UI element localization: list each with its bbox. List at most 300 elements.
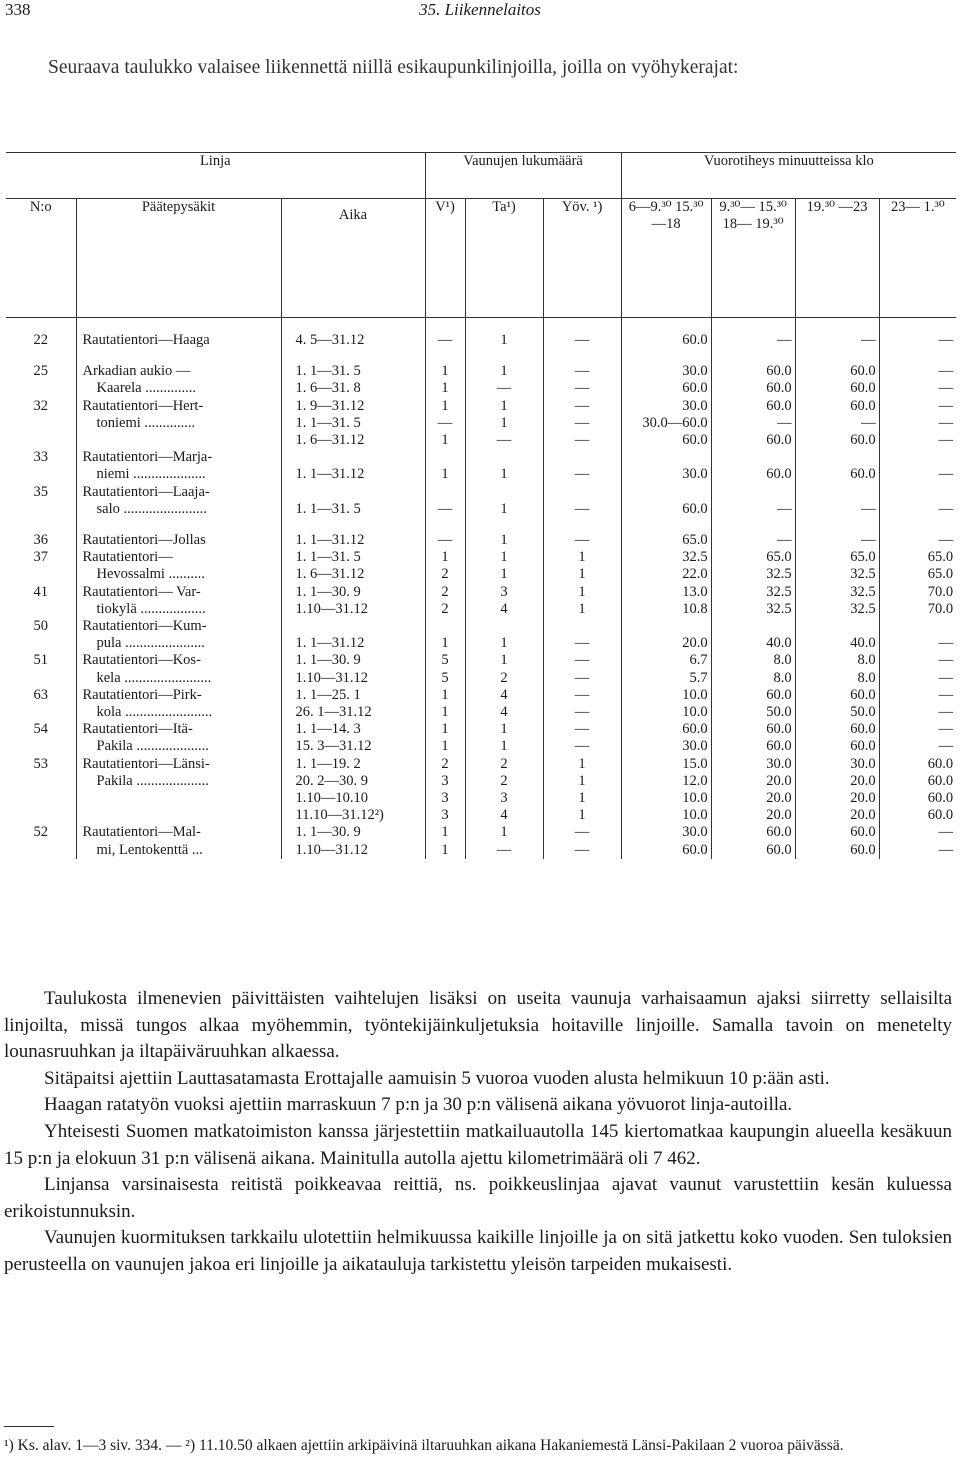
cell-t3: 20.0: [795, 807, 879, 824]
cell-stops: Rautatientori—Itä-: [76, 721, 281, 738]
cell-aika: [281, 449, 425, 466]
cell-t1: 60.0: [621, 332, 711, 349]
cell-t3: 60.0: [795, 432, 879, 449]
cell-aika: 1. 1—31. 5: [281, 415, 425, 432]
cell-aika: 1. 1—31.12: [281, 635, 425, 652]
cell-t4: —: [879, 363, 956, 380]
cell-yov: —: [543, 652, 621, 669]
cell-v: —: [425, 532, 465, 549]
cell-no: 32: [33, 397, 48, 414]
cell-yov: —: [543, 332, 621, 349]
cell-v: [425, 618, 465, 635]
cell-t1: 13.0: [621, 584, 711, 601]
cell-t2: [711, 484, 795, 501]
cell-stops: Hevossalmi ..........: [76, 566, 281, 583]
cell-t4: 60.0: [879, 807, 956, 824]
cell-t4: —: [879, 721, 956, 738]
cell-t1: 10.8: [621, 601, 711, 618]
cell-stops: niemi ....................: [76, 466, 281, 483]
spacer-cell: [465, 318, 543, 333]
cell-t1: 22.0: [621, 566, 711, 583]
cell-t2: 60.0: [711, 466, 795, 483]
cell-t3: 60.0: [795, 363, 879, 380]
cell-t3: 20.0: [795, 790, 879, 807]
cell-stops: kola ........................: [76, 704, 281, 721]
cell-yov: 1: [543, 790, 621, 807]
cell-stops: Rautatientori—Laaja-: [76, 484, 281, 501]
cell-stops: pula ......................: [76, 635, 281, 652]
cell-t3: [795, 484, 879, 501]
cell-t4: —: [879, 704, 956, 721]
cell-aika: 1. 1—19. 2: [281, 756, 425, 773]
cell-t1: 60.0: [621, 501, 711, 518]
cell-no: [6, 415, 76, 432]
cell-yov: —: [543, 432, 621, 449]
cell-t2: 60.0: [711, 824, 795, 841]
cell-t3: [795, 618, 879, 635]
cell-t4: —: [879, 398, 956, 415]
cell-no: 50: [33, 618, 48, 635]
cell-t2: 40.0: [711, 635, 795, 652]
cell-t1: [621, 484, 711, 501]
cell-ta: 4: [465, 601, 543, 618]
cell-t2: 32.5: [711, 566, 795, 583]
cell-ta: 1: [465, 652, 543, 669]
cell-t4: 70.0: [879, 584, 956, 601]
cell-t4: —: [879, 501, 956, 518]
spacer-cell: [879, 318, 956, 333]
spacer-cell: [795, 318, 879, 333]
cell-v: 2: [425, 566, 465, 583]
cell-t1: 5.7: [621, 670, 711, 687]
paragraph: Yhteisesti Suomen matkatoimiston kanssa järjestettiin matkailuautolla 145 kiertomatkaa kaupungin alueella kesäkuun 15 p:n ja elokuun 31 p:n välisenä aikana. Mainitulla autolla ajettu kilometrimäärä oli 7 462.: [4, 1120, 952, 1169]
cell-v: 1: [425, 363, 465, 380]
cell-t2: 60.0: [711, 721, 795, 738]
spacer-cell: [76, 349, 281, 363]
cell-no: [6, 704, 76, 721]
cell-ta: 1: [465, 415, 543, 432]
cell-t2: 65.0: [711, 549, 795, 566]
cell-aika: 1. 1—31. 5: [281, 363, 425, 380]
cell-t3: —: [795, 501, 879, 518]
cell-t1: 30.0: [621, 738, 711, 755]
table-row: [6, 449, 956, 466]
cell-ta: 1: [465, 501, 543, 518]
table-row: [6, 756, 956, 773]
spacer-cell: [621, 518, 711, 532]
cell-ta: 1: [465, 566, 543, 583]
cell-no: [6, 738, 76, 755]
cell-t3: 8.0: [795, 652, 879, 669]
intro-text: Seuraava taulukko valaisee liikennettä niillä esikaupunkilinjoilla, joilla on vyöhykerajat:: [48, 57, 739, 78]
cell-ta: 1: [465, 363, 543, 380]
cell-yov: —: [543, 670, 621, 687]
cell-yov: [543, 484, 621, 501]
cell-yov: 1: [543, 549, 621, 566]
cell-stops: toniemi ..............: [76, 415, 281, 432]
cell-no: 53: [33, 755, 48, 772]
cell-t4: —: [879, 842, 956, 859]
cell-aika: [281, 484, 425, 501]
cell-v: 1: [425, 466, 465, 483]
cell-no: [6, 566, 76, 583]
table-row: [6, 549, 956, 566]
cell-no: 35: [33, 483, 48, 500]
cell-yov: 1: [543, 566, 621, 583]
spacer-cell: [76, 518, 281, 532]
cell-t3: 8.0: [795, 670, 879, 687]
cell-t3: 60.0: [795, 466, 879, 483]
cell-stops: Kaarela ..............: [76, 380, 281, 397]
cell-t4: —: [879, 652, 956, 669]
cell-v: 2: [425, 601, 465, 618]
cell-t4: 60.0: [879, 773, 956, 790]
cell-stops: Rautatientori—Jollas: [76, 532, 281, 549]
col-header-aika: Aika: [281, 199, 425, 318]
cell-aika: 1.10—31.12: [281, 842, 425, 859]
cell-yov: 1: [543, 601, 621, 618]
cell-t3: 30.0: [795, 756, 879, 773]
cell-ta: —: [465, 380, 543, 397]
cell-t4: 60.0: [879, 790, 956, 807]
cell-ta: 1: [465, 824, 543, 841]
cell-t1: 60.0: [621, 842, 711, 859]
cell-t2: 8.0: [711, 652, 795, 669]
table-row: [6, 415, 956, 432]
table-row: [6, 466, 956, 483]
cell-t2: 60.0: [711, 398, 795, 415]
cell-aika: 1.10—10.10: [281, 790, 425, 807]
table-row: [6, 704, 956, 721]
group-spacer: [6, 318, 956, 333]
cell-v: —: [425, 501, 465, 518]
cell-t2: 32.5: [711, 584, 795, 601]
table-row: [6, 584, 956, 601]
cell-yov: [543, 449, 621, 466]
cell-stops: Rautatientori—: [76, 549, 281, 566]
cell-t1: 6.7: [621, 652, 711, 669]
paragraph: Sitäpaitsi ajettiin Lauttasatamasta Erottajalle aamuisin 5 vuoroa vuoden alusta helmikuun 10 p:ään asti.: [44, 1067, 830, 1089]
cell-t3: —: [795, 332, 879, 349]
cell-ta: 4: [465, 704, 543, 721]
cell-yov: —: [543, 721, 621, 738]
spacer-cell: [425, 518, 465, 532]
cell-t2: 20.0: [711, 773, 795, 790]
cell-aika: 1. 9—31.12: [281, 398, 425, 415]
cell-ta: 3: [465, 584, 543, 601]
cell-t1: 12.0: [621, 773, 711, 790]
cell-t4: —: [879, 380, 956, 397]
spacer-cell: [6, 318, 76, 333]
cell-ta: 1: [465, 721, 543, 738]
cell-v: [425, 449, 465, 466]
cell-no: 52: [33, 824, 48, 841]
group-header-vaunujen: Vaunujen lukumäärä: [425, 153, 621, 199]
table-row: [6, 773, 956, 790]
cell-stops: Rautatientori—Haaga: [76, 332, 281, 349]
table-row: [6, 566, 956, 583]
cell-stops: [76, 432, 281, 449]
cell-t2: 60.0: [711, 432, 795, 449]
col-header-t4: 23— 1.³⁰: [879, 199, 956, 318]
cell-stops: Rautatientori— Var-: [76, 584, 281, 601]
cell-t1: 60.0: [621, 432, 711, 449]
cell-t2: [711, 449, 795, 466]
table-row: [6, 721, 956, 738]
page-number: 338: [5, 0, 31, 19]
spacer-cell: [621, 318, 711, 333]
cell-t2: —: [711, 532, 795, 549]
table-row: [6, 635, 956, 652]
cell-t1: 65.0: [621, 532, 711, 549]
spacer-cell: [281, 318, 425, 333]
cell-t3: 60.0: [795, 380, 879, 397]
spacer-cell: [281, 518, 425, 532]
spacer-cell: [76, 318, 281, 333]
cell-t4: [879, 484, 956, 501]
cell-t3: 32.5: [795, 566, 879, 583]
cell-t1: 10.0: [621, 704, 711, 721]
cell-no: 37: [33, 549, 48, 566]
col-header-v: V¹): [425, 199, 465, 318]
table-row: [6, 432, 956, 449]
cell-t3: 65.0: [795, 549, 879, 566]
cell-stops: tiokylä ..................: [76, 601, 281, 618]
table-row: [6, 484, 956, 501]
cell-aika: 1. 1—30. 9: [281, 584, 425, 601]
cell-t1: 30.0: [621, 398, 711, 415]
cell-aika: 1. 6—31.12: [281, 566, 425, 583]
cell-t4: 65.0: [879, 566, 956, 583]
spacer-cell: [6, 349, 76, 363]
table-row: [6, 670, 956, 687]
spacer-cell: [621, 349, 711, 363]
cell-ta: —: [465, 432, 543, 449]
cell-t2: 20.0: [711, 790, 795, 807]
cell-ta: 1: [465, 466, 543, 483]
table-row: [6, 842, 956, 859]
cell-t4: 60.0: [879, 756, 956, 773]
cell-no: 54: [33, 721, 48, 738]
cell-v: 1: [425, 842, 465, 859]
cell-t3: 32.5: [795, 584, 879, 601]
cell-t1: 20.0: [621, 635, 711, 652]
cell-stops: Rautatientori—Hert-: [76, 398, 281, 415]
cell-t2: 50.0: [711, 704, 795, 721]
cell-stops: Rautatientori—Marja-: [76, 449, 281, 466]
cell-t2: 60.0: [711, 842, 795, 859]
col-header-yov: Yöv. ¹): [543, 199, 621, 318]
paragraph: Vaunujen kuormituksen tarkkailu ulotettiin helmikuussa kaikille linjoille ja on sitä jatkettu koko vuoden. Sen tuloksien perusteella on vaunujen jakoa eri linjoille ja aikatauluja tarkistettu yleisön tarpeiden mukaisesti.: [4, 1227, 952, 1275]
spacer-cell: [543, 518, 621, 532]
cell-aika: 1. 1—14. 3: [281, 721, 425, 738]
cell-no: [6, 790, 76, 807]
cell-aika: 1. 1—31. 5: [281, 501, 425, 518]
cell-v: 1: [425, 687, 465, 704]
cell-t2: 60.0: [711, 687, 795, 704]
chapter-title: 35. Liikennelaitos: [419, 0, 541, 19]
table-row: [6, 824, 956, 841]
spacer-cell: [6, 518, 76, 532]
cell-v: 3: [425, 790, 465, 807]
col-header-stops: Päätepysäkit: [76, 199, 281, 318]
spacer-cell: [425, 318, 465, 333]
paragraph: Taulukosta ilmenevien päivittäisten vaihtelujen lisäksi on useita vaunuja varhaisaamun ajaksi siirretty sellaisilta linjoilta, missä tungos alkaa myöhemmin, työntekijäinkuljetuksia hoitaville linjoille. Samalla tavoin on menetelty lounasruuhkan ja iltapäiväruuhkan alkaessa.: [4, 988, 952, 1063]
cell-t3: 60.0: [795, 721, 879, 738]
cell-t3: —: [795, 532, 879, 549]
cell-yov: —: [543, 635, 621, 652]
table-row: [6, 618, 956, 635]
cell-t4: —: [879, 466, 956, 483]
col-header-t2: 9.³⁰— 15.³⁰ 18— 19.³⁰: [711, 199, 795, 318]
cell-t4: —: [879, 415, 956, 432]
cell-no: 51: [33, 652, 48, 669]
table-row: [6, 398, 956, 415]
cell-yov: —: [543, 842, 621, 859]
cell-stops: [76, 790, 281, 807]
table-row: [6, 687, 956, 704]
group-header-vuorotiheys: Vuorotiheys minuutteissa klo: [621, 153, 956, 199]
cell-v: 3: [425, 807, 465, 824]
col-header-ta: Ta¹): [465, 199, 543, 318]
cell-no: [6, 773, 76, 790]
cell-yov: 1: [543, 756, 621, 773]
cell-yov: —: [543, 824, 621, 841]
col-header-t3: 19.³⁰ —23: [795, 199, 879, 318]
cell-no: [6, 380, 76, 397]
cell-stops: mi, Lentokenttä ...: [76, 842, 281, 859]
cell-t2: 30.0: [711, 756, 795, 773]
cell-t1: 30.0: [621, 466, 711, 483]
spacer-cell: [795, 349, 879, 363]
cell-t1: 30.0: [621, 363, 711, 380]
cell-t3: —: [795, 415, 879, 432]
cell-t4: 65.0: [879, 549, 956, 566]
spacer-cell: [879, 518, 956, 532]
cell-yov: —: [543, 363, 621, 380]
cell-t1: 30.0—60.0: [621, 415, 711, 432]
cell-ta: 2: [465, 670, 543, 687]
cell-ta: 2: [465, 773, 543, 790]
cell-v: 2: [425, 584, 465, 601]
cell-ta: [465, 618, 543, 635]
cell-v: 1: [425, 635, 465, 652]
col-header-no: N:o: [6, 199, 76, 318]
cell-stops: Arkadian aukio —: [76, 363, 281, 380]
table-row: [6, 652, 956, 669]
cell-stops: Rautatientori—Mal-: [76, 824, 281, 841]
group-spacer: [6, 349, 956, 363]
cell-aika: 1. 6—31. 8: [281, 380, 425, 397]
cell-stops: Rautatientori—Kum-: [76, 618, 281, 635]
cell-no: [6, 501, 76, 518]
table-row: [6, 790, 956, 807]
cell-aika: 1. 1—31.12: [281, 466, 425, 483]
cell-v: 1: [425, 824, 465, 841]
cell-t1: 10.0: [621, 807, 711, 824]
cell-t1: 10.0: [621, 790, 711, 807]
footnote: ¹) Ks. alav. 1—3 siv. 334. — ²) 11.10.50 alkaen ajettiin arkipäivinä iltaruuhkan aikana Hakaniemestä Länsi-Pakilaan 2 vuoroa päivässä.: [4, 1437, 844, 1454]
cell-v: 1: [425, 738, 465, 755]
spacer-cell: [543, 349, 621, 363]
cell-t3: 60.0: [795, 687, 879, 704]
cell-ta: 2: [465, 756, 543, 773]
table-row: [6, 501, 956, 518]
cell-t1: 32.5: [621, 549, 711, 566]
cell-aika: 1. 1—30. 9: [281, 824, 425, 841]
spacer-cell: [281, 349, 425, 363]
cell-stops: kela ........................: [76, 670, 281, 687]
cell-v: 2: [425, 756, 465, 773]
spacer-cell: [795, 518, 879, 532]
cell-no: 33: [33, 449, 48, 466]
cell-no: 25: [33, 363, 48, 380]
cell-t3: 20.0: [795, 773, 879, 790]
cell-v: 1: [425, 380, 465, 397]
cell-v: 1: [425, 549, 465, 566]
cell-ta: 3: [465, 790, 543, 807]
cell-aika: 1. 1—31.12: [281, 532, 425, 549]
spacer-cell: [711, 518, 795, 532]
cell-t4: —: [879, 635, 956, 652]
cell-no: [6, 601, 76, 618]
cell-no: 41: [33, 583, 48, 600]
cell-yov: —: [543, 738, 621, 755]
col-header-t1: 6—9.³⁰ 15.³⁰ —18: [621, 199, 711, 318]
cell-no: [6, 466, 76, 483]
cell-t1: 30.0: [621, 824, 711, 841]
group-spacer: [6, 518, 956, 532]
cell-stops: Pakila ....................: [76, 738, 281, 755]
cell-t3: 32.5: [795, 601, 879, 618]
cell-aika: 15. 3—31.12: [281, 738, 425, 755]
cell-ta: 4: [465, 807, 543, 824]
cell-stops: Rautatientori—Kos-: [76, 652, 281, 669]
cell-ta: [465, 484, 543, 501]
cell-ta: 1: [465, 532, 543, 549]
spacer-cell: [465, 349, 543, 363]
spacer-cell: [711, 318, 795, 333]
cell-t1: 60.0: [621, 721, 711, 738]
cell-yov: —: [543, 380, 621, 397]
cell-aika: 1.10—31.12: [281, 601, 425, 618]
cell-yov: 1: [543, 807, 621, 824]
cell-t1: 10.0: [621, 687, 711, 704]
cell-t3: 40.0: [795, 635, 879, 652]
cell-aika: 11.10—31.12²): [281, 807, 425, 824]
cell-t3: 60.0: [795, 824, 879, 841]
cell-v: 3: [425, 773, 465, 790]
cell-t3: 50.0: [795, 704, 879, 721]
cell-aika: 1. 1—30. 9: [281, 652, 425, 669]
cell-t2: 60.0: [711, 363, 795, 380]
cell-t4: —: [879, 670, 956, 687]
table-row: [6, 532, 956, 549]
table-row: [6, 601, 956, 618]
cell-t4: —: [879, 687, 956, 704]
cell-t2: [711, 618, 795, 635]
cell-v: —: [425, 332, 465, 349]
cell-t4: 70.0: [879, 601, 956, 618]
cell-yov: —: [543, 415, 621, 432]
cell-t4: —: [879, 532, 956, 549]
cell-t1: [621, 618, 711, 635]
table-row: [6, 363, 956, 380]
cell-yov: —: [543, 704, 621, 721]
cell-aika: 1. 6—31.12: [281, 432, 425, 449]
cell-t4: —: [879, 332, 956, 349]
cell-t2: —: [711, 501, 795, 518]
